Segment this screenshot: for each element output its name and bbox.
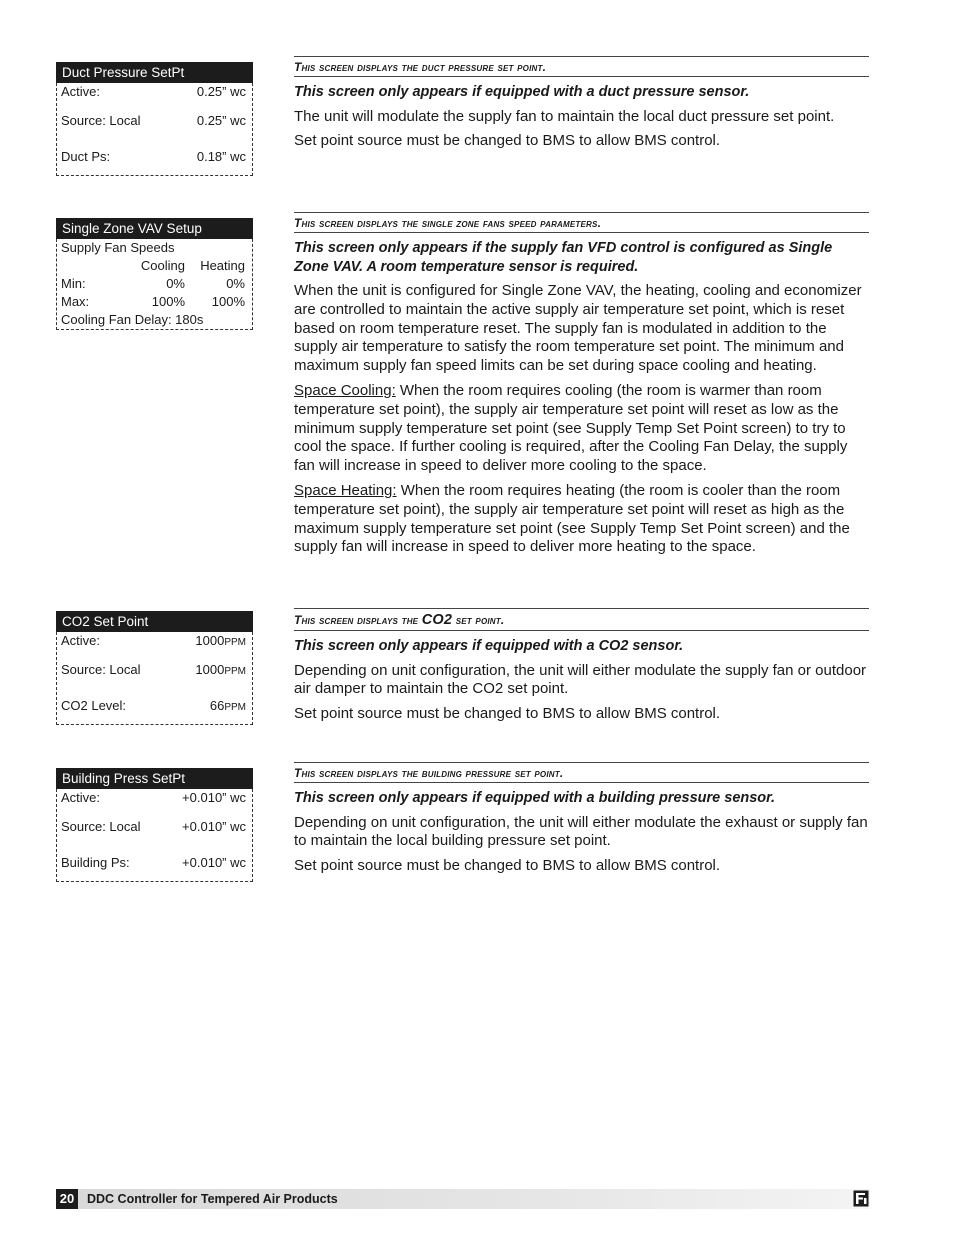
row-label: Active: [61, 84, 101, 99]
max-heating-value: 100% [211, 294, 245, 309]
row-value: +0.010” wc [182, 819, 246, 834]
screen-title: Duct Pressure SetPt [56, 62, 253, 83]
space-cooling-text: When the room requires cooling (the room is warmer than room temperature set point), the supply air temperature set point will reset as low as the minimum supply temperature set point (see Supply Temp Set Point screen) to try to cool the space. If further cooling is required, after the Cooling Fan Delay, the supply fan will increase in speed to deliver more cooling to the space. [294, 381, 848, 475]
screen-row [57, 239, 252, 257]
row-value: +0.010” wc [182, 855, 246, 870]
section-heading: This screen displays the building pressure set point. [294, 762, 869, 783]
row-value: 1000PPM [195, 633, 246, 648]
row-value: 0.25” wc [196, 84, 246, 99]
co2-set-point-screen [56, 611, 253, 725]
paragraph: Set point source must be changed to BMS to allow BMS control. [294, 132, 721, 150]
row-label: Active: [61, 633, 101, 648]
page-footer [56, 1189, 870, 1209]
row-value: 0.25” wc [196, 113, 246, 128]
paragraph [294, 382, 869, 476]
screen-row [57, 103, 252, 139]
space-heating-label: Space Heating: [294, 481, 397, 499]
min-heating-value: 0% [226, 276, 245, 291]
screen-body [56, 632, 253, 725]
col-cooling: Cooling [140, 258, 185, 273]
row-label: Active: [61, 790, 101, 805]
screen-row [57, 688, 252, 724]
screen-body [56, 239, 253, 330]
row-value: 1000PPM [195, 662, 246, 677]
screen-row [57, 652, 252, 688]
paragraph: Set point source must be changed to BMS to allow BMS control. [294, 857, 721, 875]
screen-title: Building Press SetPt [56, 768, 253, 789]
space-heating-text: When the room requires heating (the room is cooler than the room temperature set point), the supply air temperature set point will reset as high as the maximum supply temperature set point (see Supply Temp Set Point screen) and the supply fan will increase in speed to deliver more heating to the space. [294, 481, 850, 556]
section-heading: This screen displays the single zone fans speed parameters. [294, 212, 869, 233]
column-header-row [57, 257, 252, 275]
screen-title: Single Zone VAV Setup [56, 218, 253, 239]
section-heading: This screen displays the CO2 set point. [294, 608, 869, 631]
min-cooling-value: 0% [166, 276, 185, 291]
col-heating: Heating [200, 258, 245, 273]
screen-row [57, 311, 252, 329]
paragraph: When the unit is configured for Single Zone VAV, the heating, cooling and economizer are controlled to maintain the active supply air temperature set point, which is reset based on room temperature reset. The supply fan is modulated in addition to the supply air temperature to satisfy the room temperature set point. The minimum and maximum supply fan speed limits can be set during space cooling and heating. [294, 282, 862, 375]
paragraph: Depending on unit configuration, the unit will either modulate the supply fan or outdoor air damper to maintain the CO2 set point. [294, 661, 867, 698]
paragraph [294, 482, 869, 557]
co2-description [294, 608, 869, 730]
single-zone-vav-screen [56, 218, 253, 330]
section-note: This screen only appears if equipped with a building pressure sensor. [294, 790, 776, 806]
screen-row [57, 139, 252, 175]
row-label: Cooling Fan Delay: 180s [61, 312, 204, 327]
duct-pressure-screen [56, 62, 253, 176]
row-label: Supply Fan Speeds [61, 240, 175, 255]
duct-pressure-description [294, 56, 869, 157]
paragraph: Set point source must be changed to BMS to allow BMS control. [294, 705, 721, 723]
row-value: +0.010” wc [182, 790, 246, 805]
row-label: Building Ps: [61, 855, 130, 870]
building-pressure-screen [56, 768, 253, 882]
screen-row [57, 275, 252, 293]
row-label: Min: [61, 276, 86, 291]
screen-row [57, 632, 252, 652]
screen-body [56, 789, 253, 882]
row-label: Duct Ps: [61, 149, 111, 164]
paragraph: The unit will modulate the supply fan to maintain the local duct pressure set point. [294, 107, 835, 125]
screen-row [57, 809, 252, 845]
single-zone-vav-description [294, 212, 869, 563]
screen-row [57, 845, 252, 881]
row-label: CO2 Level: [61, 698, 127, 713]
section-note: This screen only appears if equipped with a CO2 sensor. [294, 638, 684, 654]
max-cooling-value: 100% [151, 294, 185, 309]
building-pressure-description [294, 762, 869, 882]
section-heading: This screen displays the duct pressure set point. [294, 56, 869, 77]
screen-title: CO2 Set Point [56, 611, 253, 632]
row-label: Max: [61, 294, 90, 309]
row-value: 66PPM [209, 698, 246, 713]
document-title: DDC Controller for Tempered Air Products [87, 1192, 338, 1206]
screen-row [57, 83, 252, 103]
row-value: 0.18” wc [196, 149, 246, 164]
space-cooling-label: Space Cooling: [294, 381, 396, 399]
screen-row [57, 789, 252, 809]
section-note: This screen only appears if the supply fan VFD control is configured as Single Zone VAV. A room temperature sensor is required. [294, 240, 833, 275]
row-label: Source: Local [61, 113, 141, 128]
section-note: This screen only appears if equipped with a duct pressure sensor. [294, 84, 750, 100]
paragraph: Depending on unit configuration, the unit will either modulate the exhaust or supply fan to maintain the local building pressure set point. [294, 813, 868, 850]
screen-row [57, 293, 252, 311]
greenheck-logo-icon [853, 1190, 869, 1207]
screen-body [56, 83, 253, 176]
page-number: 20 [56, 1189, 78, 1209]
row-label: Source: Local [61, 662, 141, 677]
row-label: Source: Local [61, 819, 141, 834]
